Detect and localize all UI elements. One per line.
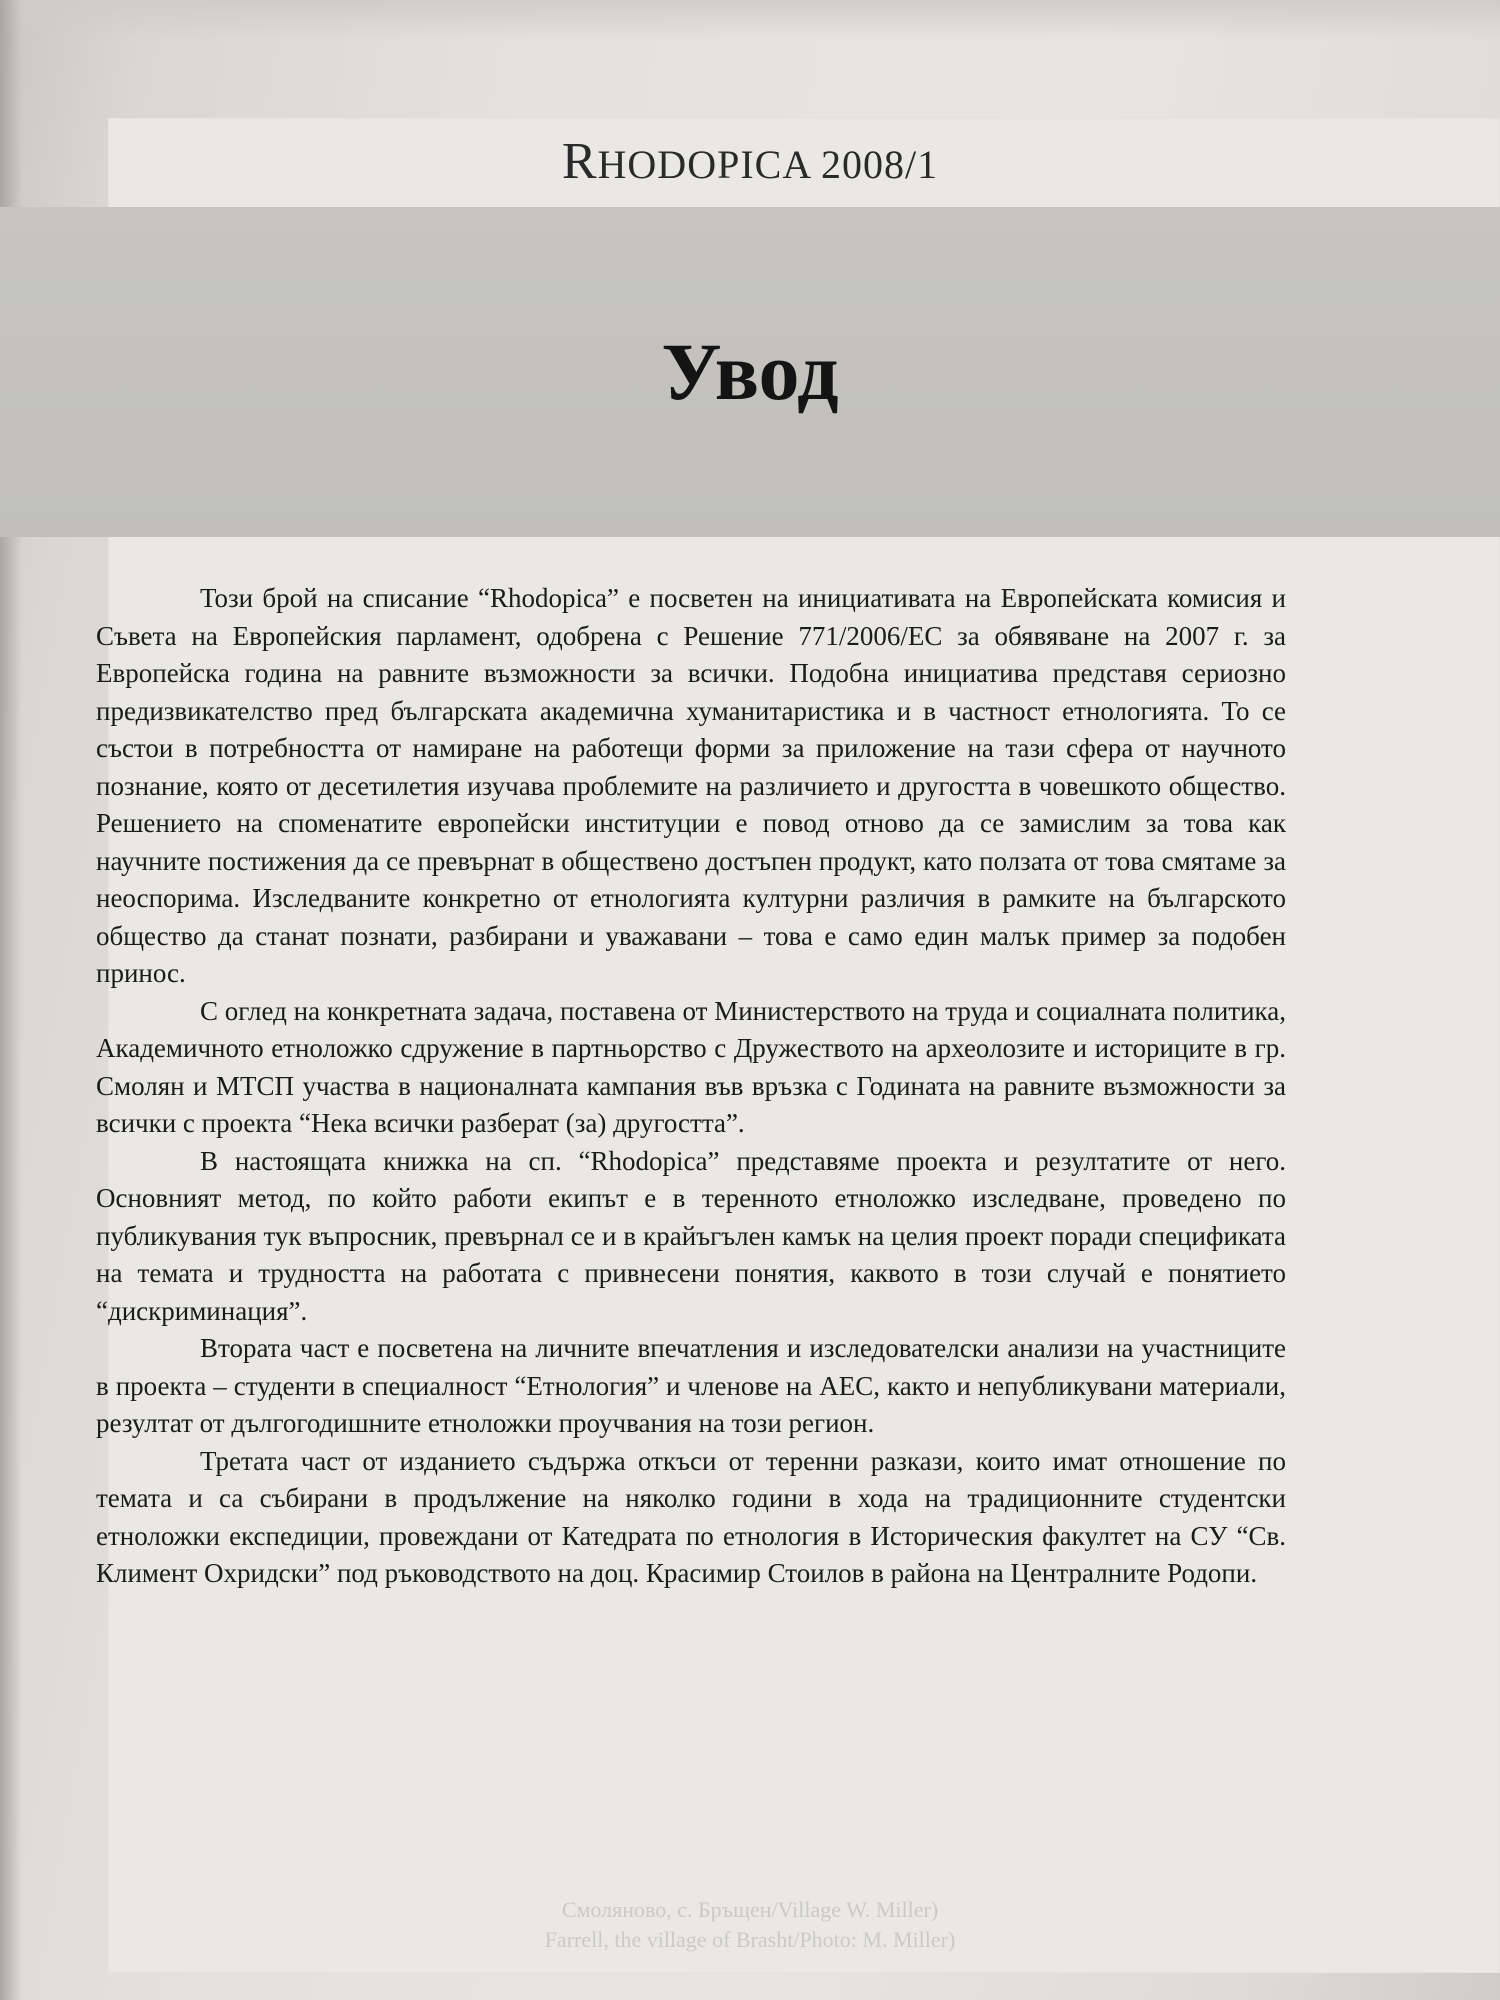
body-text bbox=[96, 580, 1286, 1593]
journal-name: HODOPICA bbox=[597, 142, 811, 187]
running-head bbox=[0, 132, 1500, 191]
show-through-line: Farrell, the village of Brasht/Photo: M. Miller) bbox=[544, 1927, 956, 1952]
journal-initial: R bbox=[561, 133, 598, 190]
page-title: Увод bbox=[661, 326, 839, 417]
paragraph: Този брой на списание “Rhodopica” е посветен на инициативата на Европейската комисия и Съвета на Европейския парламент, одобрена с Решение 771/2006/ЕС за обявяване на 2007 г. за Европейска година на равните възможности за всички. Подобна инициатива представя сериозно предизвикателство пред българската академична хуманитаристика и в частност етнологията. То се състои в потребността от намиране на работещи форми за приложение на тази сфера от научното познание, която от десетилетия изучава проблемите на различието и другостта в човешкото общество. Решението на споменатите европейски институции е повод отново да се замислим за това как научните постижения да се превърнат в обществено достъпен продукт, като ползата от това смятаме за неоспорима. Изследваните конкретно от етнологията културни различия в рамките на българското общество да станат познати, разбирани и уважавани – това е само един малък пример за подобен принос. bbox=[96, 583, 1286, 988]
page-top-shadow bbox=[0, 0, 1500, 40]
paragraph: С оглед на конкретната задача, поставена от Министерството на труда и социалната политика, Академичното етноложко сдружение в партньорство с Дружеството на археолозите и историците в гр. Смолян и МТСП участва в националната кампания във връзка с Годината на равните възможности за всички с проекта “Нека всички разберат (за) другостта”. bbox=[96, 995, 1286, 1138]
paragraph: Третата част от изданието съдържа откъси от теренни разкази, които имат отношение по темата и са събирани в продължение на няколко години в хода на традиционните студентски етноложки експедиции, провеждани от Катедрата по етнология в Историческия факултет на СУ “Св. Климент Охридски” под ръководството на доц. Красимир Стоилов в района на Централните Родопи. bbox=[96, 1445, 1286, 1588]
show-through-line: Смоляново, с. Бръщен/Village W. Miller) bbox=[561, 1897, 939, 1922]
paragraph: Втората част е посветена на личните впечатления и изследователски анализи на участниците в проекта – студенти в специалност “Етнология” и членове на АЕС, както и непубликувани материали, резултат от дългогодишните етноложки проучвания на този регион. bbox=[96, 1333, 1286, 1438]
journal-issue: 2008/1 bbox=[821, 142, 939, 187]
paragraph: В настоящата книжка на сп. “Rhodopica” представяме проекта и резултатите от него. Основният метод, по който работи екипът е в теренното етноложко изследване, проведено по публикувания тук въпросник, превърнал се и в крайъгълен камък на целия проект поради спецификата на темата и трудността на работата с привнесени понятия, каквото в този случай е понятието “дискриминация”. bbox=[96, 1145, 1286, 1326]
show-through-caption bbox=[0, 1895, 1500, 1955]
